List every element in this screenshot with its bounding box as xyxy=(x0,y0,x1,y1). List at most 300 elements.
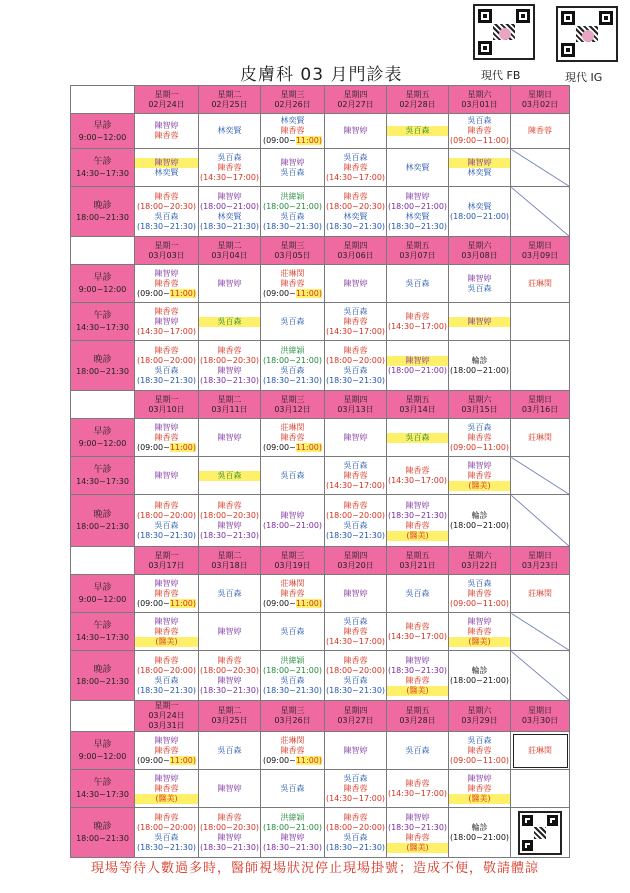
doctor-text: (09:00~ xyxy=(136,288,170,298)
day-header-text: 星期六 xyxy=(467,89,492,99)
day-header-text: 03月20日 xyxy=(337,560,374,570)
doctor-line xyxy=(449,168,510,178)
afternoon-session-label xyxy=(71,149,135,187)
doctor-line xyxy=(261,676,324,686)
doctor-text: 陳香蓉 xyxy=(343,783,368,793)
schedule-cell xyxy=(261,265,325,303)
doctor-line xyxy=(449,116,510,126)
doctor-text: 陳智婷 xyxy=(405,355,430,365)
doctor-text: (18:30~21:30) xyxy=(387,510,448,520)
doctor-line xyxy=(387,433,448,443)
schedule-cell xyxy=(387,808,449,858)
doctor-line xyxy=(135,366,198,376)
doctor-text: 吳百森 xyxy=(280,675,305,685)
doctor-line xyxy=(325,813,386,823)
doctor-line xyxy=(387,366,448,376)
schedule-cell xyxy=(261,770,325,808)
doctor-line xyxy=(135,317,198,327)
doctor-line xyxy=(387,789,448,799)
fb-qr-code[interactable] xyxy=(473,4,535,60)
doctor-line xyxy=(449,461,510,471)
session-name: 早診 xyxy=(93,120,112,131)
morning-row xyxy=(71,419,570,457)
doctor-line xyxy=(261,366,324,376)
day-header-text: 03月06日 xyxy=(337,250,374,260)
doctor-text: 陳智婷 xyxy=(217,278,242,288)
doctor-text: 莊琳閔 xyxy=(280,578,305,588)
schedule-cell xyxy=(199,149,261,187)
schedule-cell xyxy=(135,419,199,457)
schedule-qr-code[interactable] xyxy=(518,811,562,855)
doctor-text: 陳香蓉 xyxy=(467,745,492,755)
day-header-text: 03月22日 xyxy=(461,560,498,570)
doctor-text: (18:00~21:00) xyxy=(262,665,323,675)
doctor-line xyxy=(325,676,386,686)
doctor-text: (18:30~21:30) xyxy=(136,221,197,231)
doctor-line xyxy=(387,521,448,531)
doctor-line xyxy=(325,192,386,202)
doctor-text: (18:00~20:00) xyxy=(325,822,386,832)
morning-session-label xyxy=(71,265,135,303)
doctor-text: 吳百森 xyxy=(154,675,179,685)
doctor-line xyxy=(449,627,510,637)
doctor-text: (18:00~20:30) xyxy=(325,201,386,211)
day-header-text: 星期二 xyxy=(217,706,242,715)
schedule-cell xyxy=(199,341,261,391)
doctor-line xyxy=(449,274,510,284)
schedule-cell xyxy=(387,770,449,808)
doctor-line xyxy=(325,163,386,173)
day-header xyxy=(387,86,449,114)
doctor-line xyxy=(135,531,198,541)
doctor-text: (18:00~20:00) xyxy=(325,510,386,520)
doctor-line xyxy=(449,212,510,222)
day-header-text: 星期三 xyxy=(280,706,305,715)
doctor-text: 陳智婷 xyxy=(467,273,492,283)
doctor-line xyxy=(199,676,260,686)
doctor-line xyxy=(261,599,324,609)
doctor-text: 陳香蓉 xyxy=(154,131,179,140)
doctor-line xyxy=(199,346,260,356)
schedule-cell xyxy=(449,149,511,187)
doctor-line xyxy=(325,471,386,481)
day-header-text: 星期六 xyxy=(467,706,492,715)
doctor-text: 陳香蓉 xyxy=(154,432,179,442)
day-header-text: 星期三 xyxy=(280,89,305,99)
doctor-text: 林奕賢 xyxy=(217,126,242,135)
doctor-text: (14:30~17:00) xyxy=(325,636,386,646)
day-header-text: 星期二 xyxy=(217,394,242,404)
schedule-cell xyxy=(325,651,387,701)
closed-slash-cell xyxy=(511,651,570,701)
day-header-text: 03月27日 xyxy=(337,716,374,725)
schedule-table xyxy=(70,85,570,858)
doctor-line xyxy=(199,521,260,531)
schedule-cell xyxy=(135,265,199,303)
doctor-line xyxy=(325,774,386,784)
day-header xyxy=(387,701,449,732)
day-header xyxy=(511,391,570,419)
doctor-text: 林奕賢 xyxy=(405,211,430,221)
doctor-line xyxy=(325,126,386,136)
schedule-cell xyxy=(325,149,387,187)
doctor-line xyxy=(135,346,198,356)
doctor-text: (09:00~11:00) xyxy=(449,136,510,145)
doctor-line xyxy=(387,192,448,202)
doctor-line xyxy=(199,366,260,376)
schedule-cell xyxy=(387,495,449,547)
day-header-text: 03月14日 xyxy=(399,404,436,414)
day-header-text: 02月27日 xyxy=(337,99,374,109)
doctor-line xyxy=(199,471,260,481)
doctor-line xyxy=(511,589,569,599)
day-header xyxy=(199,701,261,732)
doctor-text: (醫美) xyxy=(468,480,491,490)
doctor-text: (18:00~21:00) xyxy=(262,201,323,211)
doctor-text: (18:00~21:00) xyxy=(449,832,510,842)
session-time: 9:00~12:00 xyxy=(78,132,127,142)
doctor-line xyxy=(449,284,510,294)
day-header-text: 02月28日 xyxy=(399,99,436,109)
doctor-text: 陳智婷 xyxy=(343,432,368,442)
schedule-cell xyxy=(261,495,325,547)
doctor-line xyxy=(387,356,448,366)
schedule-cell xyxy=(199,575,261,613)
doctor-line xyxy=(135,746,198,756)
doctor-line xyxy=(387,813,448,823)
session-name: 晚診 xyxy=(93,355,112,365)
doctor-text: 陳智婷 xyxy=(467,616,492,626)
schedule-cell xyxy=(199,114,261,149)
doctor-line xyxy=(325,501,386,511)
doctor-line xyxy=(199,222,260,232)
doctor-text: 洪緯穎 xyxy=(280,812,305,822)
doctor-text: 陳智婷 xyxy=(154,121,179,130)
doctor-line xyxy=(387,222,448,232)
doctor-text: 陳智婷 xyxy=(217,365,242,375)
schedule-cell xyxy=(199,613,261,651)
doctor-line xyxy=(135,823,198,833)
doctor-text: (醫美) xyxy=(155,636,178,646)
empty-cell xyxy=(511,341,570,391)
doctor-line xyxy=(449,136,510,146)
schedule-cell xyxy=(449,651,511,701)
day-header xyxy=(449,391,511,419)
day-header-text: 03月03日 xyxy=(148,250,185,260)
day-header xyxy=(135,237,199,265)
doctor-line xyxy=(387,501,448,511)
doctor-line xyxy=(449,746,510,756)
doctor-text: (18:30~21:30) xyxy=(262,375,323,385)
afternoon-row xyxy=(71,149,570,187)
doctor-text: (09:00~ xyxy=(262,442,296,452)
day-header-text: 03月08日 xyxy=(461,250,498,260)
doctor-line xyxy=(135,192,198,202)
week-header-row xyxy=(71,237,570,265)
doctor-text: 陳香蓉 xyxy=(467,588,492,598)
schedule-cell xyxy=(199,303,261,341)
schedule-cell xyxy=(135,341,199,391)
doctor-text: 陳智婷 xyxy=(467,773,492,783)
afternoon-session-label xyxy=(71,457,135,495)
doctor-text: 吳百森 xyxy=(280,316,305,326)
afternoon-row xyxy=(71,770,570,808)
doctor-text: (18:30~21:30) xyxy=(325,685,386,695)
doctor-line xyxy=(325,366,386,376)
doctor-line xyxy=(387,833,448,843)
day-header-text: 星期三 xyxy=(280,550,305,560)
schedule-cell xyxy=(135,732,199,770)
doctor-text: (醫美) xyxy=(406,685,429,695)
doctor-line xyxy=(449,317,510,327)
doctor-text: (09:00~ xyxy=(136,598,170,608)
doctor-line xyxy=(387,279,448,289)
doctor-text: 吳百森 xyxy=(405,126,430,135)
doctor-line xyxy=(135,784,198,794)
doctor-text: 莊琳閔 xyxy=(280,268,305,278)
schedule-cell xyxy=(325,732,387,770)
doctor-text: (09:00~ xyxy=(136,442,170,452)
doctor-text: 林奕賢 xyxy=(280,116,305,125)
doctor-text: 陳香蓉 xyxy=(405,311,430,321)
schedule-cell xyxy=(449,613,511,651)
doctor-text: 陳智婷 xyxy=(217,675,242,685)
doctor-line xyxy=(325,589,386,599)
day-header-text: 星期日 xyxy=(528,706,552,715)
doctor-line xyxy=(261,589,324,599)
doctor-line xyxy=(261,356,324,366)
doctor-text: 陳智婷 xyxy=(217,432,242,442)
doctor-text: 陳智婷 xyxy=(154,616,179,626)
day-header-text: 03月04日 xyxy=(211,250,248,260)
doctor-text: (18:00~21:00) xyxy=(449,211,510,221)
doctor-text: 陳香蓉 xyxy=(280,745,305,755)
schedule-cell xyxy=(199,495,261,547)
doctor-line xyxy=(199,433,260,443)
doctor-line xyxy=(135,521,198,531)
session-time: 14:30~17:30 xyxy=(76,169,129,178)
schedule-cell xyxy=(387,575,449,613)
doctor-line xyxy=(261,666,324,676)
doctor-line xyxy=(199,589,260,599)
doctor-line xyxy=(449,589,510,599)
doctor-line xyxy=(199,153,260,163)
doctor-line xyxy=(449,676,510,686)
schedule-cell xyxy=(261,303,325,341)
fb-qr-label: 現代 FB xyxy=(481,69,521,82)
doctor-line xyxy=(261,746,324,756)
doctor-line xyxy=(199,376,260,386)
doctor-text: (18:30~21:30) xyxy=(199,842,260,852)
doctor-text: (18:00~21:00) xyxy=(387,365,448,375)
doctor-text: (18:30~21:30) xyxy=(325,375,386,385)
doctor-text: 吳百森 xyxy=(154,520,179,530)
doctor-text: 吳百森 xyxy=(405,588,430,598)
schedule-cell xyxy=(261,808,325,858)
doctor-line xyxy=(325,317,386,327)
doctor-line xyxy=(449,736,510,746)
ig-qr-code[interactable] xyxy=(556,6,618,62)
schedule-cell xyxy=(135,187,199,237)
doctor-line xyxy=(261,269,324,279)
doctor-text: (18:00~21:00) xyxy=(262,355,323,365)
doctor-text: 陳香蓉 xyxy=(154,500,179,510)
doctor-text: 吳百森 xyxy=(154,832,179,842)
doctor-text: 吳百森 xyxy=(217,470,242,480)
doctor-line xyxy=(261,756,324,766)
doctor-line xyxy=(387,656,448,666)
doctor-text: 吳百森 xyxy=(217,316,242,326)
doctor-text: 吳百森 xyxy=(467,116,492,125)
doctor-line xyxy=(135,501,198,511)
highlighted-time: 11:00) xyxy=(295,755,323,765)
session-name: 午診 xyxy=(93,311,112,321)
day-header-text: 03月30日 xyxy=(521,716,559,725)
doctor-line xyxy=(511,746,569,756)
doctor-text: 莊琳閔 xyxy=(280,735,305,745)
schedule-cell xyxy=(449,457,511,495)
doctor-line xyxy=(449,784,510,794)
doctor-text: 陳智婷 xyxy=(280,832,305,842)
doctor-line xyxy=(199,317,260,327)
doctor-line xyxy=(449,599,510,609)
day-header xyxy=(449,547,511,575)
footer-notice: 現場等待人數過多時，醫師視場狀況停止現場掛號；造成不便，敬請體諒 xyxy=(90,861,539,876)
doctor-text: (18:00~20:00) xyxy=(136,510,197,520)
day-header-text: 03月23日 xyxy=(521,560,559,570)
doctor-text: 林奕賢 xyxy=(154,167,179,177)
doctor-text: 陳香蓉 xyxy=(154,745,179,755)
doctor-line xyxy=(449,433,510,443)
doctor-text: (18:30~21:30) xyxy=(387,665,448,675)
day-header-text: 星期一 xyxy=(154,394,179,404)
doctor-text: 吳百森 xyxy=(343,365,368,375)
schedule-cell xyxy=(261,149,325,187)
doctor-line xyxy=(387,666,448,676)
schedule-cell xyxy=(199,808,261,858)
doctor-text: 陳香蓉 xyxy=(154,655,179,665)
doctor-line xyxy=(199,531,260,541)
doctor-line xyxy=(135,589,198,599)
doctor-line xyxy=(387,202,448,212)
schedule-cell xyxy=(135,457,199,495)
doctor-line xyxy=(199,192,260,202)
schedule-cell xyxy=(449,265,511,303)
doctor-line xyxy=(449,794,510,804)
page-title: 皮膚科 03 月門診表 xyxy=(240,65,403,85)
doctor-line xyxy=(387,622,448,632)
doctor-text: (18:00~21:00) xyxy=(449,365,510,375)
doctor-text: (14:30~17:00) xyxy=(387,788,448,798)
highlighted-time: 11:00) xyxy=(169,598,197,608)
schedule-cell xyxy=(325,341,387,391)
day-header-text: 星期二 xyxy=(217,240,242,250)
schedule-cell xyxy=(449,495,511,547)
doctor-line xyxy=(135,686,198,696)
doctor-line xyxy=(135,833,198,843)
schedule-cell xyxy=(449,187,511,237)
doctor-line xyxy=(135,168,198,178)
doctor-text: 吳百森 xyxy=(280,626,305,636)
doctor-line xyxy=(135,794,198,804)
doctor-text: 陳智婷 xyxy=(343,588,368,598)
week-header-row xyxy=(71,547,570,575)
highlighted-time: 11:00) xyxy=(169,288,197,298)
day-header xyxy=(199,86,261,114)
day-header-text: 03月11日 xyxy=(211,404,248,414)
doctor-text: (09:00~11:00) xyxy=(449,755,510,765)
doctor-text: 陳香蓉 xyxy=(154,626,179,636)
doctor-line xyxy=(261,511,324,521)
doctor-text: 陳香蓉 xyxy=(405,520,430,530)
day-header-text: 星期五 xyxy=(405,89,430,99)
doctor-text: 林奕賢 xyxy=(405,162,430,172)
doctor-line xyxy=(135,443,198,453)
doctor-line xyxy=(387,823,448,833)
doctor-text: 陳智婷 xyxy=(343,278,368,288)
afternoon-row xyxy=(71,303,570,341)
doctor-line xyxy=(261,656,324,666)
doctor-line xyxy=(261,823,324,833)
doctor-line xyxy=(325,656,386,666)
schedule-cell xyxy=(449,575,511,613)
day-header-text: 星期一 xyxy=(154,240,179,250)
doctor-text: 陳智婷 xyxy=(154,735,179,745)
schedule-cell xyxy=(511,575,570,613)
doctor-text: (18:30~21:30) xyxy=(387,822,448,832)
doctor-text: 陳智婷 xyxy=(154,470,179,480)
closed-slash-cell xyxy=(511,495,570,547)
doctor-line xyxy=(325,222,386,232)
evening-session-label xyxy=(71,651,135,701)
day-header xyxy=(199,391,261,419)
evening-row xyxy=(71,341,570,391)
doctor-line xyxy=(325,202,386,212)
morning-row xyxy=(71,575,570,613)
doctor-text: 莊琳閔 xyxy=(528,745,552,755)
day-header-text: 星期四 xyxy=(343,550,368,560)
doctor-text: 陳香蓉 xyxy=(405,832,430,842)
doctor-line xyxy=(199,627,260,637)
day-header-text: 03月15日 xyxy=(461,404,498,414)
highlighted-time: 11:00) xyxy=(169,442,197,452)
doctor-text: 陳智婷 xyxy=(154,268,179,278)
doctor-line xyxy=(387,531,448,541)
day-header-text: 星期六 xyxy=(467,240,492,250)
doctor-text: (18:00~20:00) xyxy=(325,665,386,675)
doctor-text: 陳香蓉 xyxy=(343,162,368,172)
day-header-text: 03月28日 xyxy=(399,716,436,725)
schedule-cell xyxy=(325,495,387,547)
doctor-line xyxy=(325,843,386,853)
week-header-row xyxy=(71,701,570,732)
doctor-line xyxy=(449,833,510,843)
day-header-text: 03月26日 xyxy=(274,716,311,725)
schedule-cell xyxy=(325,575,387,613)
doctor-line xyxy=(261,168,324,178)
doctor-line xyxy=(325,637,386,647)
schedule-cell xyxy=(199,651,261,701)
schedule-cell xyxy=(325,114,387,149)
doctor-line xyxy=(511,279,569,289)
header-corner xyxy=(71,237,135,265)
doctor-text: (18:30~21:30) xyxy=(136,685,197,695)
day-header-text: 星期一 xyxy=(154,550,179,560)
morning-row xyxy=(71,265,570,303)
doctor-text: 吳百森 xyxy=(343,616,368,626)
doctor-text: 陳香蓉 xyxy=(217,500,242,510)
doctor-text: (09:00~ xyxy=(262,136,296,145)
